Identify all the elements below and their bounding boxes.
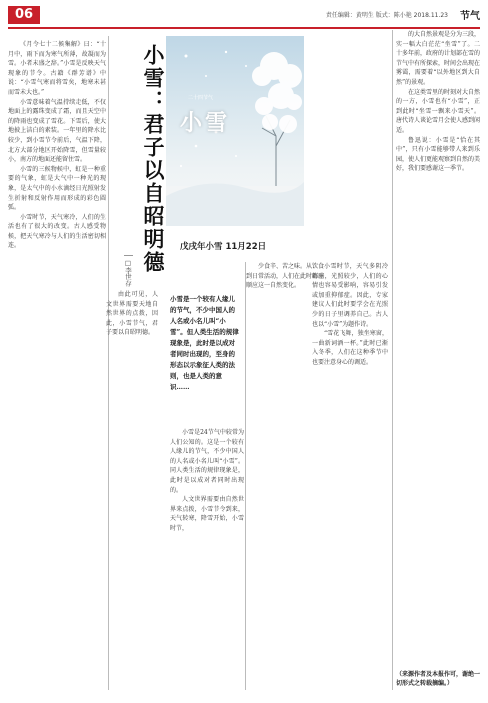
- poster-caption: 戊戌年小雪 11月22日: [180, 242, 267, 252]
- paragraph: 小雪的三候物候中，虹是一种重要的气象，虹是大气中一种光的现象，是太气中的小水滴经日光照射发生折射和反射作用而形成的彩色圆弧。: [8, 165, 106, 212]
- page-header: [0, 0, 488, 28]
- paragraph: 小雪时节，天气寒冷，人们的生活也有了很大的改变。古人感受物候，把天气寒冷与人们的生活密切相连。: [8, 213, 106, 250]
- left-column: [8, 40, 106, 690]
- section-name: 节气: [460, 11, 480, 22]
- right-column-1: [312, 262, 388, 690]
- poster-title: 小雪: [180, 110, 231, 136]
- article-byline: □李世存: [124, 255, 133, 287]
- paragraph: 由此可见，人文世界需要天地自然世界的点拨，因此，小雪节气，君子要以自昭明德。: [106, 291, 158, 337]
- solar-term-poster: [166, 36, 304, 226]
- right-column-2: [396, 30, 480, 650]
- paragraph: 人文世界需要由自然世界来点拨，小雪节令到来，天气转寒，降雪开始，小雪时节，: [170, 496, 244, 532]
- paragraph: 小雪时节，天气多阴冷晦暗，光照较少，人们的心情也容易受影响，容易引发或加重抑郁症。因此，专家建议人们此时要学会在光照少的日子里调养自己。古人也以“小雪”为题作诗。: [312, 263, 388, 328]
- article-title: 小雪：君子以自昭明德: [141, 44, 166, 274]
- paragraph: “雪花飞舞，独坐寒窗，一曲新词酒一杯。”此时已渐入冬季，人们在这种季节中也要注意身心的调适。: [312, 330, 388, 366]
- pull-quote: 小雪是一个较有人缘儿的节气，不少中国人的人名或小名儿叫“小雪”。但人类生活的规律现象是，此时是以成对者同时出现的，至身的形态以示象征人类的法则，也是人类的意识……: [170, 295, 239, 391]
- center-column: [170, 428, 244, 690]
- paragraph: 少食辛、苦之味。从饮食到日常活动，人们在此时都应顺应这一自然变化。: [246, 263, 324, 290]
- paragraph: 《月令七十二候集解》曰：“十月中，雨下而为寒气所薄，故凝而为雪。小者未盛之辞。”小雪是反映天气现象的节令。古籍《群芳谱》中说：“小雪气寒而将雪矣，地寒未甚而雪未大也。”: [8, 41, 106, 96]
- source-note: （来源作者及本报作可，谢绝一切形式之转载摘编。）: [396, 670, 481, 688]
- header-meta: 责任编辑：黄明生 版式：陈小艳 2018.11.23: [325, 12, 448, 19]
- column-divider: [392, 30, 393, 690]
- paragraph: 在这类雪里的时刻对大自然的一方，小雪也有“小雪”，正到此时“坐雪一飘来小雪天”。唐代诗人谈论雪月会使人感到闲适。: [396, 88, 480, 134]
- page-number: 06: [8, 6, 40, 24]
- paragraph: 小雪是24节气中较常为人们公知的。这是一个较有人缘儿的节气，不少中国人的人名或小名儿叫“小雪”。同人类生活的规律现象是，此时是以成对者同时出现的。: [170, 429, 244, 494]
- paragraph: 的大自然景观是分为三段，实一幅大白茫茫“坐雪”了。二十多年前，政府的计划部在雪的节气中有所探索，时间会出现在雾霭，需要着“以外地区到大自然”的景观。: [396, 31, 480, 86]
- header-rule: [8, 27, 480, 29]
- paragraph: 鲁迅说：小雪是“恰在其中”，只有小雪能够带人来到乐园，使人们更能观察到自然的美好，我们要感谢这一季节。: [396, 136, 480, 173]
- mid-column: [106, 290, 158, 690]
- paragraph: 小雪意味着气温持续走低，不仅地面上的露珠变成了霜，而且天空中的降雨也变成了雪花。下雪后，使大地披上洁白的素装。一年里的降水比较少，到小雪节令前后，气温下降，北方大部分地区开始降雪，但雪量较小，南方的地面还能留住雪。: [8, 98, 106, 164]
- poster-subtitle: 二十四节气: [188, 95, 214, 101]
